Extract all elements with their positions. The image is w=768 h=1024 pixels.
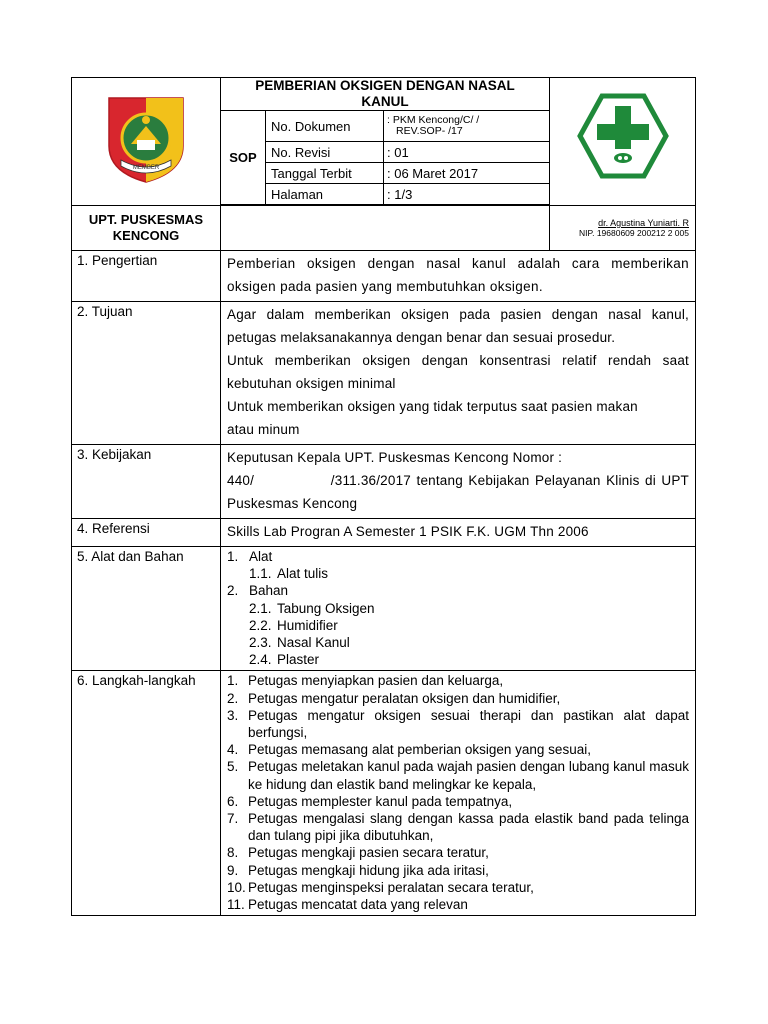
step-item: [227, 672, 689, 689]
step-text: Petugas mengkaji pasien secara teratur,: [248, 845, 489, 861]
org-name-line1: UPT. PUSKESMAS: [88, 212, 204, 227]
list-item: [227, 634, 689, 651]
emblem-ribbon-text: MEMBER: [132, 165, 160, 171]
kebijakan-line-2: 440/ /311.36/2017 tentang Kebijakan Pelayanan Klinis di UPT Puskesmas Kencong: [227, 473, 693, 511]
alat-bahan-label: 5. Alat dan Bahan: [72, 547, 221, 671]
step-text: Petugas mengkaji hidung jika ada iritasi,: [248, 862, 489, 878]
list-number: 2.4.: [249, 652, 272, 668]
kebijakan-body: [221, 445, 696, 519]
sop-table: [71, 77, 696, 916]
regency-logo-cell: [72, 78, 221, 206]
list-number: 2.1.: [249, 600, 272, 616]
step-text: Petugas meletakan kanul pada wajah pasien dengan lubang kanul masuk ke hidung dan elastik band melingkar ke kepala,: [248, 759, 689, 792]
no-dokumen-value: [384, 111, 550, 142]
kebijakan-line-1: Keputusan Kepala UPT. Puskesmas Kencong Nomor :: [227, 450, 563, 465]
step-number: 11.: [227, 897, 245, 913]
sop-title-line1: PEMBERIAN OKSIGEN DENGAN NASAL: [255, 78, 515, 93]
list-text: Nasal Kanul: [277, 635, 350, 651]
referensi-label: 4. Referensi: [72, 519, 221, 547]
list-number: 2.3.: [249, 635, 272, 651]
no-dokumen-value-line1: : PKM Kencong/C/ /: [387, 114, 480, 126]
step-text: Petugas menginspeksi peralatan secara teratur,: [248, 879, 534, 895]
list-item: [227, 600, 689, 617]
pengertian-label: 1. Pengertian: [72, 251, 221, 302]
list-text: Bahan: [249, 583, 289, 599]
list-item: [227, 617, 689, 634]
step-number: 3.: [227, 707, 239, 723]
list-number: 1.: [227, 549, 239, 564]
referensi-text: Skills Lab Progran A Semester 1 PSIK F.K. UGM Thn 2006: [221, 519, 696, 547]
step-item: [227, 844, 689, 861]
step-item: [227, 879, 689, 896]
tujuan-paragraph-3: Untuk memberikan oksigen yang tidak terputus saat pasien makan atau minum: [227, 399, 638, 437]
step-text: Petugas mengatur peralatan oksigen dan humidifier,: [248, 690, 561, 706]
list-text: Alat tulis: [277, 566, 329, 582]
puskesmas-logo-cell: [550, 78, 696, 206]
tujuan-paragraph-2: Untuk memberikan oksigen dengan konsentrasi relatif rendah saat kebutuhan oksigen minimal: [227, 353, 689, 391]
step-item: [227, 810, 689, 844]
tanggal-terbit-value: : 06 Maret 2017: [384, 163, 550, 184]
sop-title-line2: KANUL: [361, 94, 409, 109]
no-revisi-value: : 01: [384, 142, 550, 163]
org-name: [72, 206, 221, 251]
step-text: Petugas mencatat data yang relevan: [248, 897, 468, 913]
step-item: [227, 793, 689, 810]
list-item: [227, 548, 689, 565]
step-number: 7.: [227, 811, 239, 827]
signature-block: [550, 206, 696, 251]
list-item: [227, 582, 689, 599]
step-number: 2.: [227, 690, 239, 706]
list-item: [227, 565, 689, 582]
list-text: Humidifier: [277, 617, 338, 633]
tujuan-body: [221, 302, 696, 445]
signer-nip: NIP. 19680609 200212 2 005: [579, 228, 689, 238]
list-number: 2.2.: [249, 617, 272, 633]
org-name-line2: KENCONG: [112, 228, 180, 243]
step-item: [227, 896, 689, 913]
puskesmas-logo-icon: [575, 91, 671, 187]
langkah-label: 6. Langkah-langkah: [72, 671, 221, 916]
sop-label: SOP: [221, 111, 266, 205]
tanggal-terbit-label: Tanggal Terbit: [266, 163, 384, 184]
tujuan-paragraph-1: Agar dalam memberikan oksigen pada pasien dengan nasal kanul, petugas melaksanakannya dengan benar dan sesuai prosedur.: [227, 307, 689, 345]
step-item: [227, 690, 689, 707]
step-item: [227, 862, 689, 879]
step-number: 6.: [227, 793, 239, 809]
tujuan-label: 2. Tujuan: [72, 302, 221, 445]
pengertian-text: Pemberian oksigen dengan nasal kanul adalah cara memberikan oksigen pada pasien yang membutuhkan oksigen.: [221, 251, 696, 302]
step-item: [227, 758, 689, 792]
org-blank-cell: [221, 206, 550, 251]
regency-emblem-icon: [101, 94, 191, 184]
list-number: 2.: [227, 583, 239, 599]
step-text: Petugas mengatur oksigen sesuai therapi dan pastikan alat dapat berfungsi,: [248, 707, 689, 741]
step-number: 1.: [227, 673, 239, 689]
step-item: [227, 707, 689, 741]
list-text: Plaster: [277, 652, 320, 668]
step-item: [227, 741, 689, 758]
step-number: 4.: [227, 742, 239, 758]
step-number: 10.: [227, 879, 246, 895]
step-text: Petugas menyiapkan pasien dan keluarga,: [248, 673, 504, 689]
alat-bahan-list: [221, 547, 696, 671]
step-text: Petugas memplester kanul pada tempatnya,: [248, 793, 513, 809]
list-text: Tabung Oksigen: [277, 600, 375, 616]
signer-name: dr. Agustina Yuniarti. R: [598, 218, 689, 228]
langkah-list: [221, 671, 696, 916]
no-dokumen-label: No. Dokumen: [266, 111, 384, 142]
halaman-value: : 1/3: [384, 184, 550, 205]
list-item: [227, 651, 689, 668]
no-dokumen-value-line2: REV.SOP- /17: [396, 125, 463, 137]
no-revisi-label: No. Revisi: [266, 142, 384, 163]
sop-title: [221, 78, 550, 111]
step-number: 5.: [227, 759, 239, 775]
kebijakan-label: 3. Kebijakan: [72, 445, 221, 519]
step-number: 8.: [227, 845, 239, 861]
step-text: Petugas memasang alat pemberian oksigen yang sesuai,: [248, 742, 591, 758]
step-text: Petugas mengalasi slang dengan kassa pada elastik band pada telinga dan tulang pipi jika dibutuhkan,: [248, 811, 689, 844]
halaman-label: Halaman: [266, 184, 384, 205]
list-number: 1.1.: [249, 566, 272, 582]
step-number: 9.: [227, 862, 239, 878]
list-text: Alat: [249, 549, 273, 564]
